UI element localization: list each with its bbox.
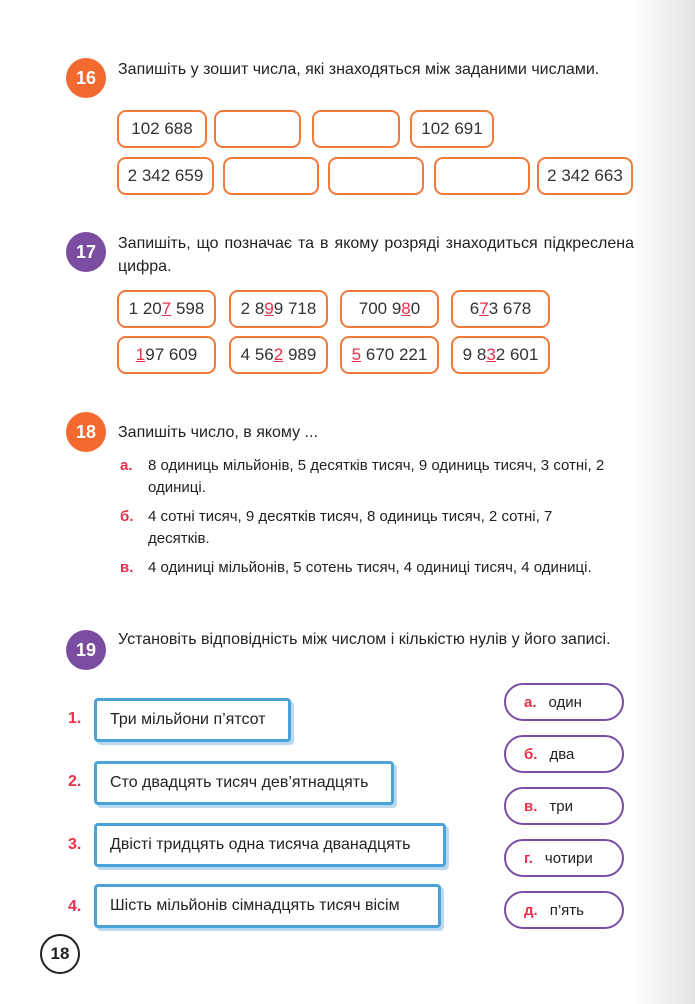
- t19-right-d-letter: д.: [524, 901, 538, 919]
- t17-n4-digit: 7: [479, 299, 489, 318]
- t19-left-item-4[interactable]: Шість мільйонів сімнадцять тисяч вісім: [94, 884, 441, 928]
- t18-item-a-letter: а.: [120, 457, 133, 474]
- t17-n6-digit: 2: [273, 345, 284, 364]
- t17-number-6: [229, 336, 328, 374]
- t18-item-v-letter: в.: [120, 559, 134, 576]
- t17-n5-after: 97 609: [145, 345, 198, 364]
- t19-right-v-text: три: [549, 797, 573, 815]
- t17-number-3: [340, 290, 439, 328]
- task-18-number: 18: [66, 412, 106, 452]
- t16-row2-blank-3[interactable]: [434, 157, 530, 195]
- t17-n4-after: 3 678: [488, 299, 532, 318]
- t17-number-8: [451, 336, 550, 374]
- t19-left-label-3: 3.: [68, 836, 82, 853]
- t19-right-g-letter: г.: [524, 849, 533, 867]
- t16-row1-blank-1[interactable]: [214, 110, 301, 148]
- t16-row2-start: 2 342 659: [117, 157, 214, 195]
- task-17-number: 17: [66, 232, 106, 272]
- t16-row1-blank-2[interactable]: [312, 110, 400, 148]
- t17-n3-before: 700 9: [358, 299, 402, 318]
- t17-n7-after: 670 221: [361, 345, 428, 364]
- page-edge-shadow: [632, 0, 695, 1004]
- t19-left-item-3[interactable]: Двісті тридцять одна тисяча дванадцять: [94, 823, 446, 867]
- t17-n8-before: 9 8: [462, 345, 487, 364]
- t17-number-7: [340, 336, 439, 374]
- t19-right-a-text: один: [548, 693, 582, 711]
- t17-n8-after: 2 601: [495, 345, 539, 364]
- task-18-text: Запишіть число, в якому ...: [118, 424, 318, 441]
- t16-row2-end: 2 342 663: [537, 157, 633, 195]
- task-16-text: Запишіть у зошит числа, які знаходяться між заданими числами.: [118, 61, 600, 78]
- t17-n4-before: 6: [469, 299, 480, 318]
- t17-n1-before: 1 20: [128, 299, 162, 318]
- task-17-text: Запишіть, що позначає та в якому розряді знаходиться підкреслена цифра.: [118, 235, 634, 275]
- t19-right-a-letter: а.: [524, 693, 537, 711]
- t17-n1-after: 598: [171, 299, 205, 318]
- t17-number-2: [229, 290, 328, 328]
- t19-right-b-letter: б.: [524, 745, 538, 763]
- t17-n6-before: 4 56: [240, 345, 274, 364]
- t19-right-item-d[interactable]: [504, 891, 624, 929]
- t18-item-a-text: 8 одиниць мільйонів, 5 десятків тисяч, 9 одиниць тисяч, 3 сотні, 2 одиниці.: [148, 457, 605, 496]
- page-number: 18: [40, 934, 80, 974]
- t18-item-b-text: 4 сотні тисяч, 9 десятків тисяч, 8 одиниць тисяч, 2 сотні, 7 десятків.: [148, 508, 553, 547]
- t17-number-1: [117, 290, 216, 328]
- t19-right-item-a[interactable]: [504, 683, 624, 721]
- t17-n2-digit: 9: [264, 299, 274, 318]
- t19-right-b-text: два: [549, 745, 575, 763]
- t19-right-d-text: п’ять: [549, 901, 584, 919]
- t19-left-label-2: 2.: [68, 773, 82, 790]
- t17-n8-digit: 3: [486, 345, 496, 364]
- t17-number-4: [451, 290, 550, 328]
- t19-left-label-1: 1.: [68, 710, 82, 727]
- t19-right-item-g[interactable]: [504, 839, 624, 877]
- t17-n5-digit: 1: [135, 345, 146, 364]
- t19-right-item-v[interactable]: [504, 787, 624, 825]
- t17-n7-digit: 5: [351, 345, 362, 364]
- t17-n2-before: 2 8: [240, 299, 265, 318]
- t17-n1-digit: 7: [161, 299, 172, 318]
- task-16-number: 16: [66, 58, 106, 98]
- t19-left-item-1[interactable]: Три мільйони п’ятсот: [94, 698, 291, 742]
- t19-right-g-text: чотири: [544, 849, 593, 867]
- t17-number-5: [117, 336, 216, 374]
- t19-right-v-letter: в.: [524, 797, 538, 815]
- t17-n3-after: 0: [410, 299, 421, 318]
- t19-left-label-4: 4.: [68, 898, 82, 915]
- t17-n2-after: 9 718: [273, 299, 317, 318]
- t16-row1-start: 102 688: [117, 110, 207, 148]
- t18-item-v-text: 4 одиниці мільйонів, 5 сотень тисяч, 4 одиниці тисяч, 4 одиниці.: [148, 559, 592, 576]
- t16-row1-end: 102 691: [410, 110, 494, 148]
- t16-row2-blank-2[interactable]: [328, 157, 424, 195]
- t17-n6-after: 989: [283, 345, 317, 364]
- t19-right-item-b[interactable]: [504, 735, 624, 773]
- t18-item-b-letter: б.: [120, 508, 134, 525]
- t16-row2-blank-1[interactable]: [223, 157, 319, 195]
- task-19-text: Установіть відповідність між числом і кількістю нулів у його записі.: [118, 631, 611, 648]
- t19-left-item-2[interactable]: Сто двадцять тисяч дев’ятнадцять: [94, 761, 394, 805]
- task-19-number: 19: [66, 630, 106, 670]
- t17-n3-digit: 8: [401, 299, 411, 318]
